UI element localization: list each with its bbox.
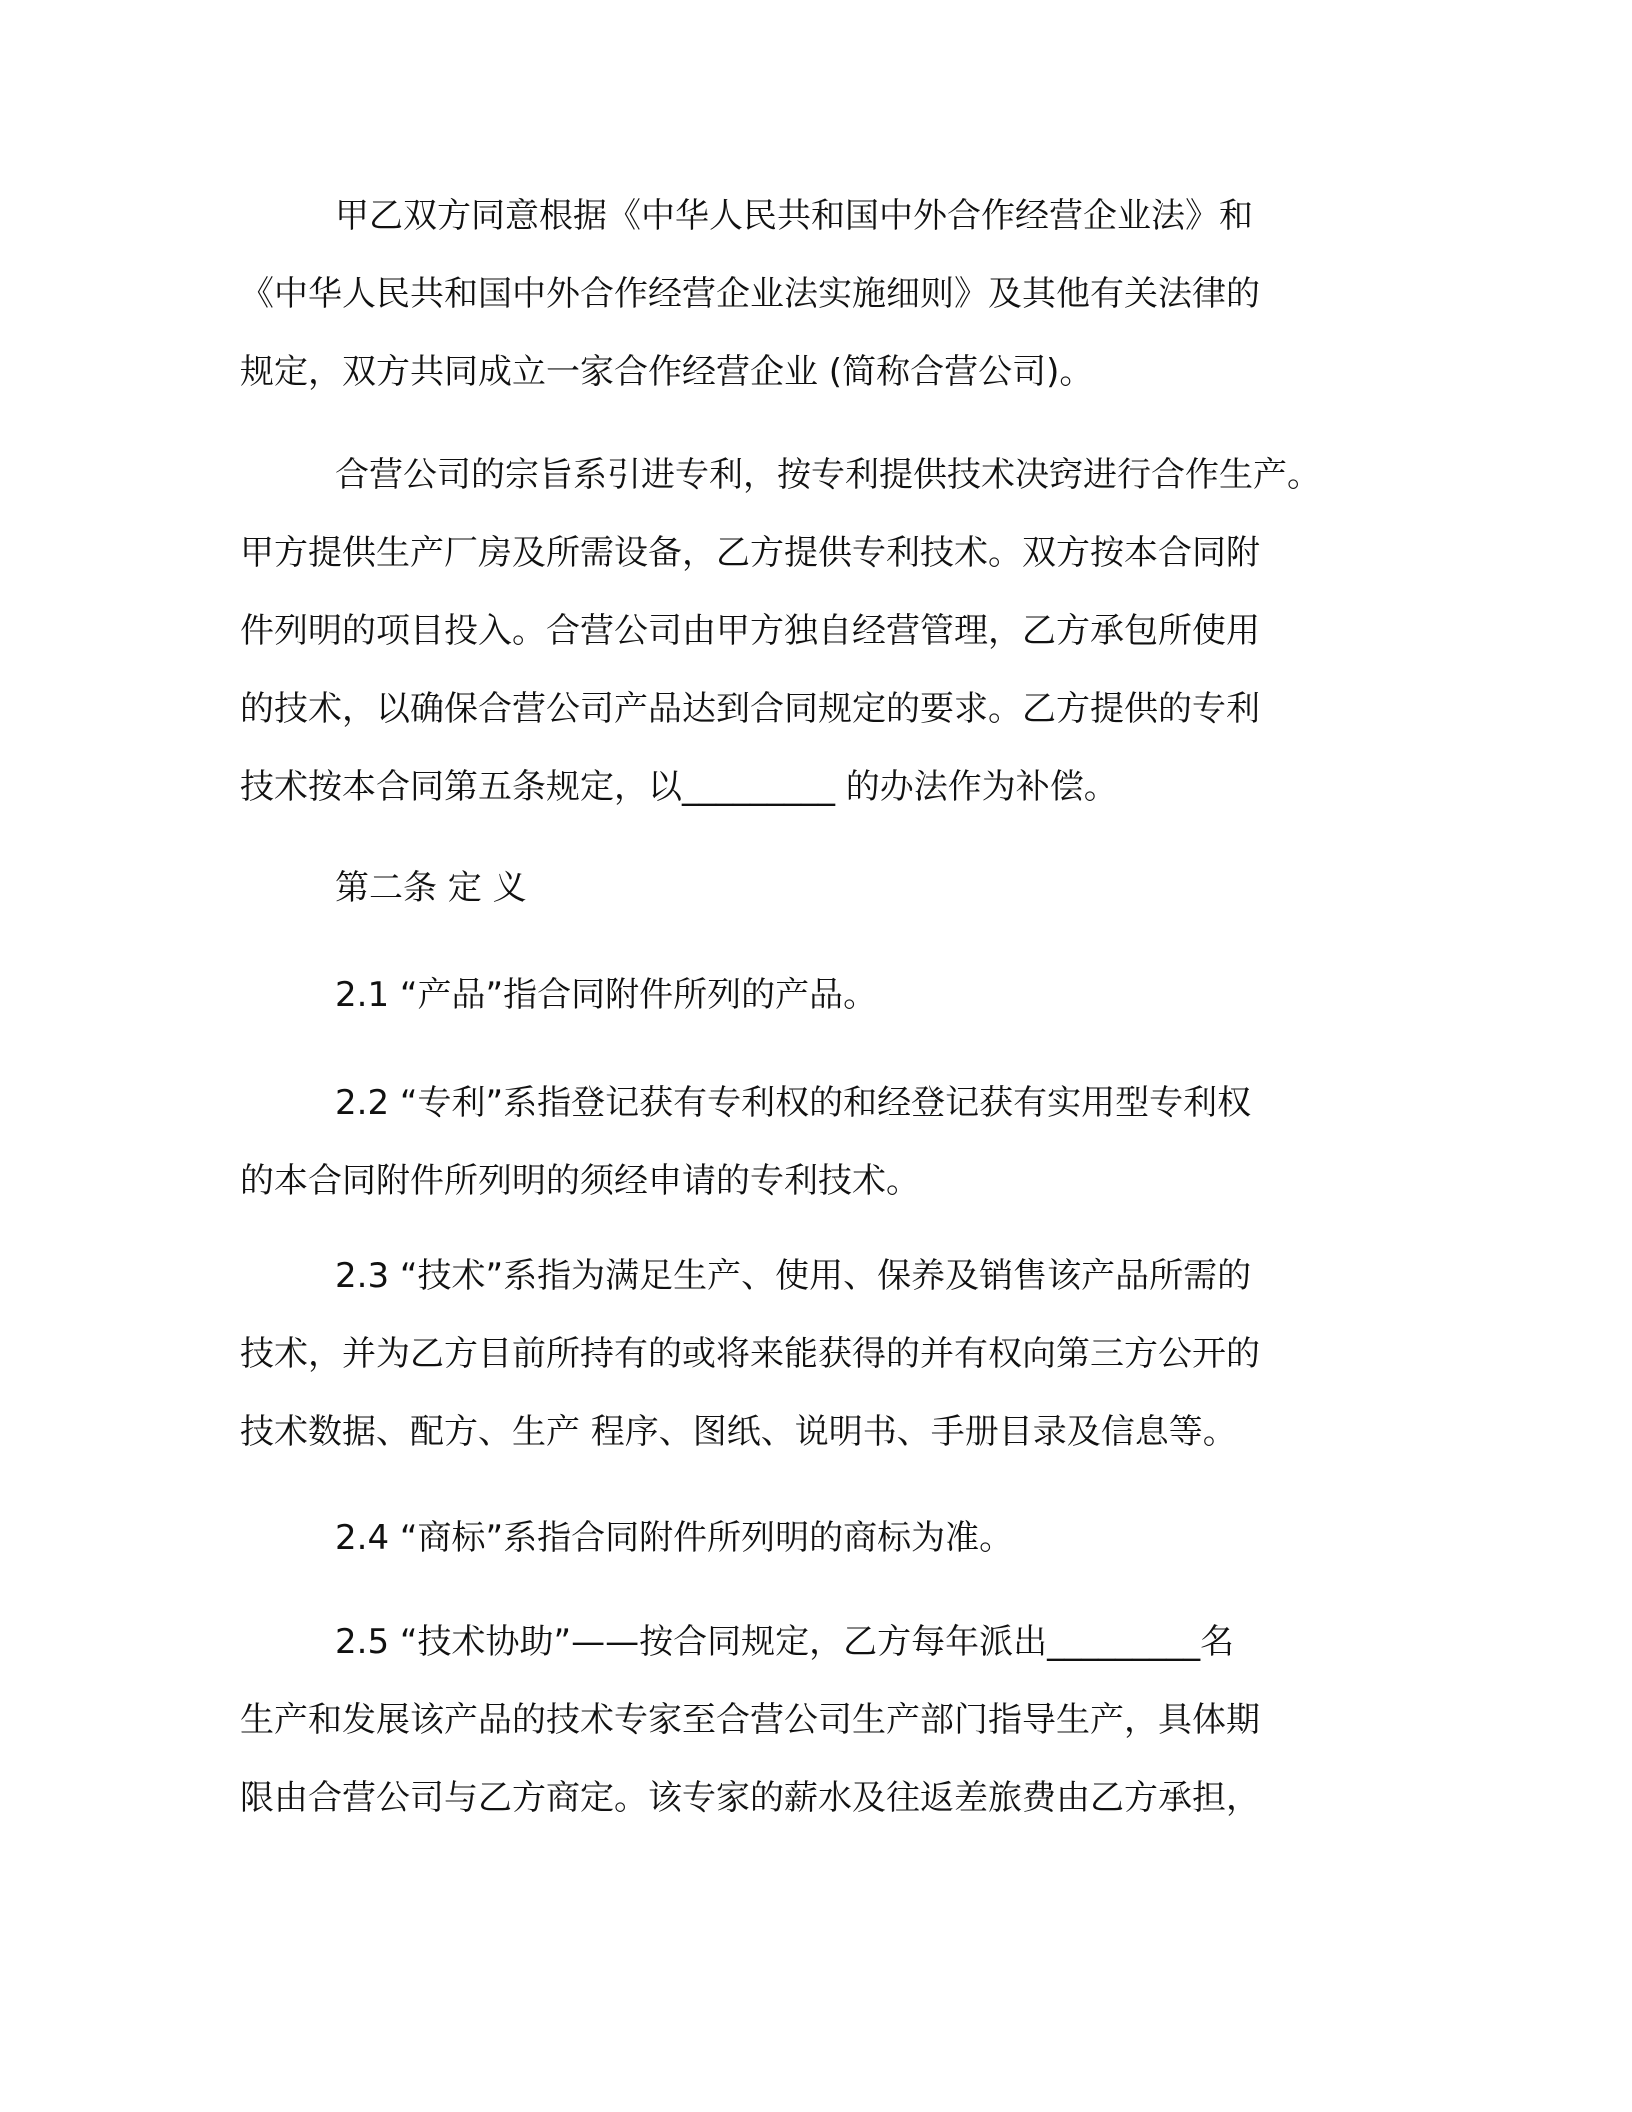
text-line: 2.4 “商标”系指合同附件所列明的商标为准。	[335, 1518, 1014, 1558]
text-line: 2.1 “产品”指合同附件所列的产品。	[335, 975, 878, 1015]
text-line: 技术数据、配方、生产 程序、图纸、说明书、手册目录及信息等。	[240, 1412, 1237, 1452]
text-line: 合营公司的宗旨系引进专利，按专利提供技术决窍进行合作生产。	[335, 455, 1321, 495]
text-line: 2.3 “技术”系指为满足生产、使用、保养及销售该产品所需的	[335, 1256, 1252, 1296]
text-line: 限由合营公司与乙方商定。该专家的薪水及往返差旅费由乙方承担，	[240, 1778, 1260, 1818]
text-line: 的技术，以确保合营公司产品达到合同规定的要求。乙方提供的专利	[240, 689, 1260, 729]
text-line: 甲方提供生产厂房及所需设备，乙方提供专利技术。双方按本合同附	[240, 533, 1260, 573]
text-line: 生产和发展该产品的技术专家至合营公司生产部门指导生产，具体期	[240, 1700, 1260, 1740]
text-line: 件列明的项目投入。合营公司由甲方独自经营管理，乙方承包所使用	[240, 611, 1260, 651]
text-line: 甲乙双方同意根据《中华人民共和国中外合作经营企业法》和	[335, 196, 1253, 236]
text-line: 2.5 “技术协助”——按合同规定，乙方每年派出_________名	[335, 1622, 1235, 1662]
text-line: 规定，双方共同成立一家合作经营企业 (简称合营公司)。	[240, 352, 1094, 392]
text-line: 技术按本合同第五条规定，以_________ 的办法作为补偿。	[240, 767, 1118, 807]
text-line: 《中华人民共和国中外合作经营企业法实施细则》及其他有关法律的	[240, 274, 1260, 314]
section-title: 第二条 定 义	[335, 868, 527, 908]
text-line: 的本合同附件所列明的须经申请的专利技术。	[240, 1161, 920, 1201]
text-line: 2.2 “专利”系指登记获有专利权的和经登记获有实用型专利权	[335, 1083, 1252, 1123]
text-line: 技术，并为乙方目前所持有的或将来能获得的并有权向第三方公开的	[240, 1334, 1260, 1374]
